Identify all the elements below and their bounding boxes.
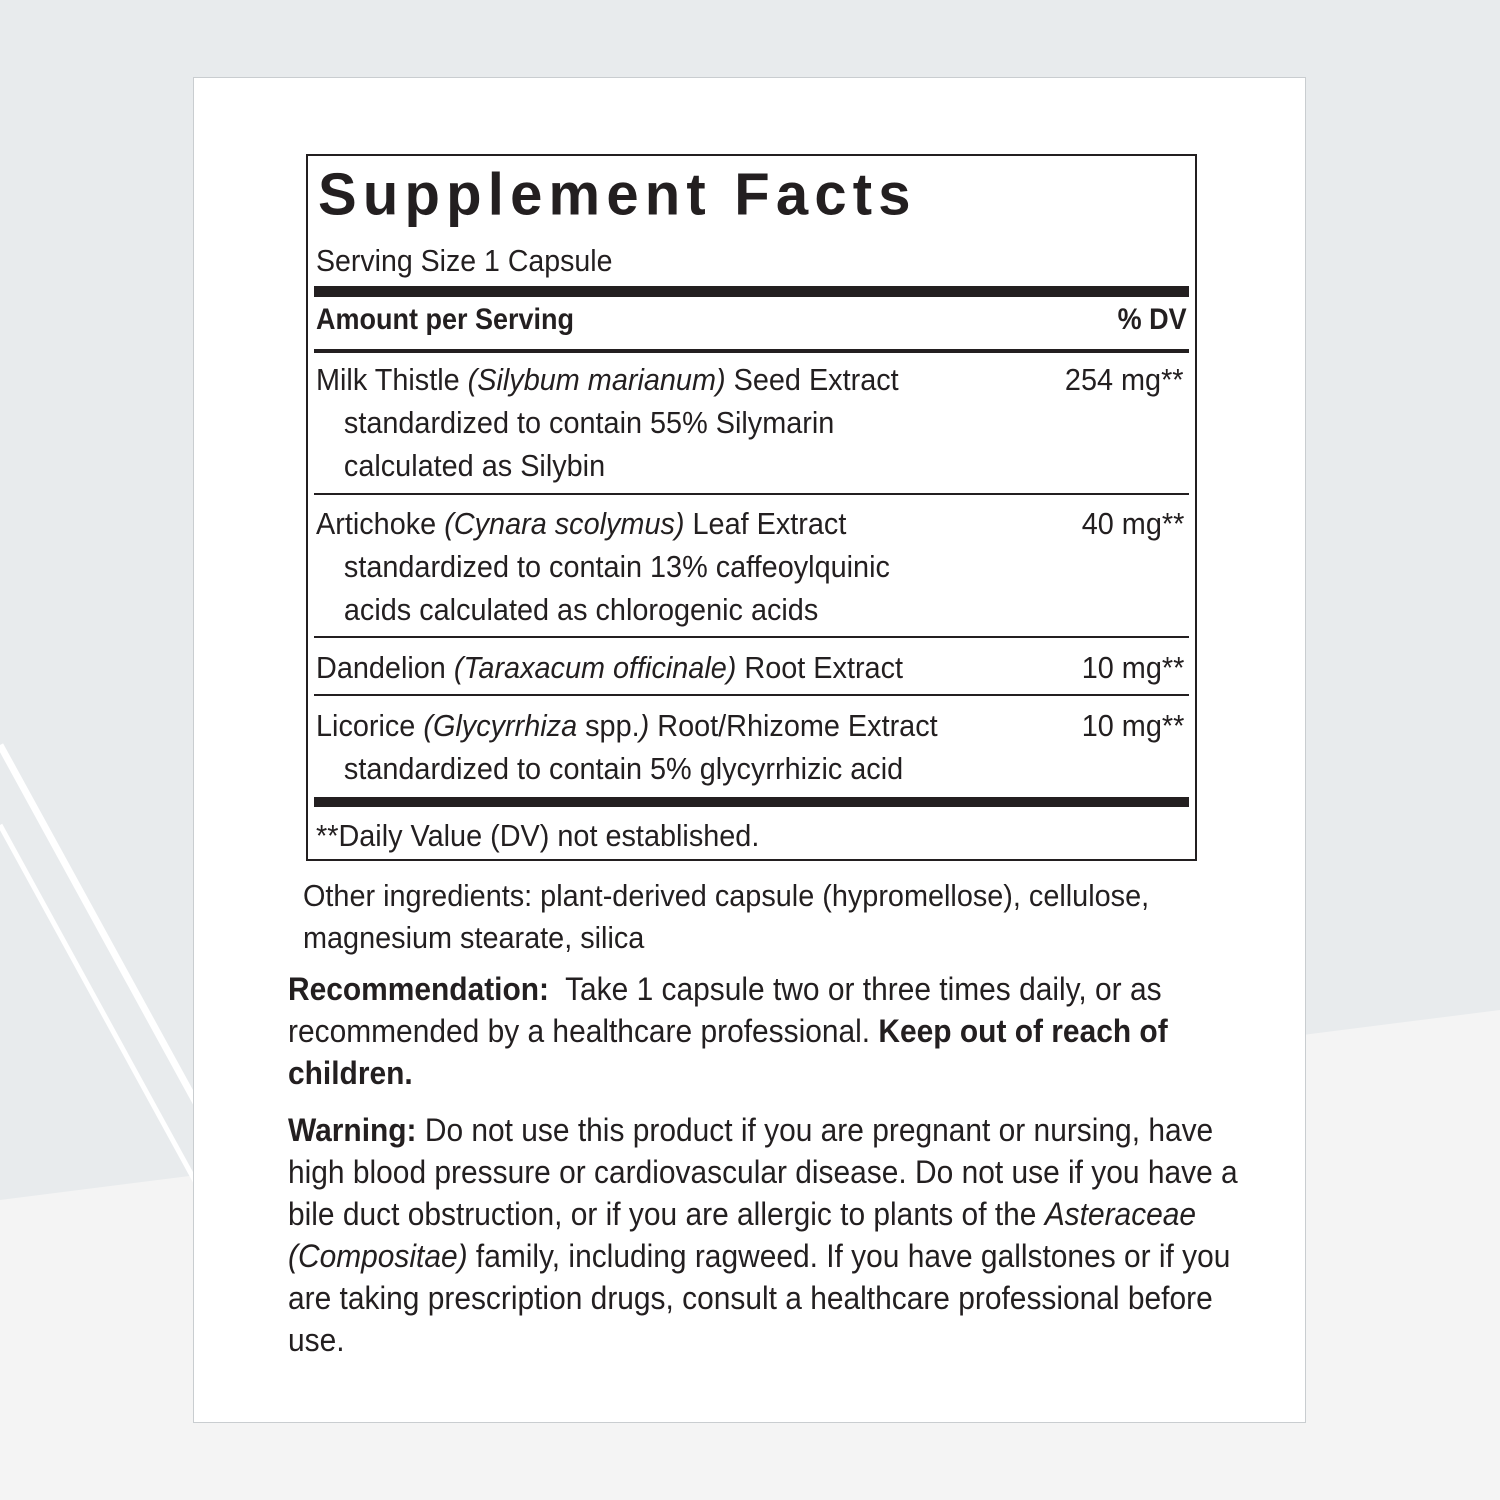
ingredient-detail: standardized to contain 13% caffeoylquinic [343, 549, 890, 584]
other-ingredients: Other ingredients: plant-derived capsule (hypromellose), cellulose, magnesium stearate, silica [303, 878, 1150, 955]
row-divider [314, 694, 1189, 696]
label-card [193, 77, 1306, 1423]
header-divider [314, 349, 1189, 353]
ingredient-amount: 40 mg** [1081, 506, 1184, 541]
warning-family-italic: Asteraceae (Compositae) [288, 1196, 1197, 1274]
keep-out-of-reach: Keep out of reach of children. [288, 1013, 1168, 1091]
dv-footnote: **Daily Value (DV) not established. [316, 818, 760, 853]
warning-paragraph [288, 1109, 1260, 1361]
warning-text: Do not use this product if you are pregnant or nursing, have high blood pressure or cardiovascular disease. Do not use if you have a bile duct obstruction, or if you are allergic to plants of the [288, 1112, 1238, 1232]
ingredient-amount: 10 mg** [1081, 708, 1184, 743]
thick-divider [314, 797, 1189, 807]
row-divider [314, 636, 1189, 638]
serving-size: Serving Size 1 Capsule [316, 243, 613, 278]
daily-value-header: % DV [1117, 303, 1187, 336]
ingredient-amount: 254 mg** [1065, 362, 1184, 397]
recommendation-label: Recommendation: [288, 971, 549, 1007]
warning-text: family, including ragweed. If you have gallstones or if you are taking prescription drugs, consult a healthcare professional before use. [288, 1238, 1231, 1358]
row-divider [314, 493, 1189, 495]
warning-label: Warning: [288, 1112, 417, 1148]
ingredient-name: Dandelion (Taraxacum officinale) Root Extract [316, 650, 904, 685]
ingredient-name: Licorice (Glycyrrhiza spp.) Root/Rhizome Extract standardized to contain 5% glycyrrhizic acid [316, 704, 1004, 790]
supplement-facts-panel [306, 154, 1197, 861]
recommendation-paragraph [288, 968, 1260, 1094]
ingredient-detail: standardized to contain 5% glycyrrhizic acid [343, 751, 904, 786]
facts-title: Supplement Facts [318, 161, 917, 228]
thick-divider [314, 286, 1189, 297]
ingredient-name: Milk Thistle (Silybum marianum) Seed Extract standardized to contain 55% Silymarin calculated as Silybin [316, 358, 1004, 487]
ingredient-detail: calculated as Silybin [343, 448, 606, 483]
ingredient-detail: acids calculated as chlorogenic acids [343, 592, 819, 627]
ingredient-name: Artichoke (Cynara scolymus) Leaf Extract standardized to contain 13% caffeoylquinic acids calculated as chlorogenic acids [316, 502, 1004, 631]
recommendation-text: Take 1 capsule two or three times daily, or as recommended by a healthcare professional. [288, 971, 1170, 1049]
ingredient-detail: standardized to contain 55% Silymarin [343, 405, 835, 440]
amount-per-serving-header: Amount per Serving [316, 303, 575, 336]
ingredient-amount: 10 mg** [1081, 650, 1184, 685]
